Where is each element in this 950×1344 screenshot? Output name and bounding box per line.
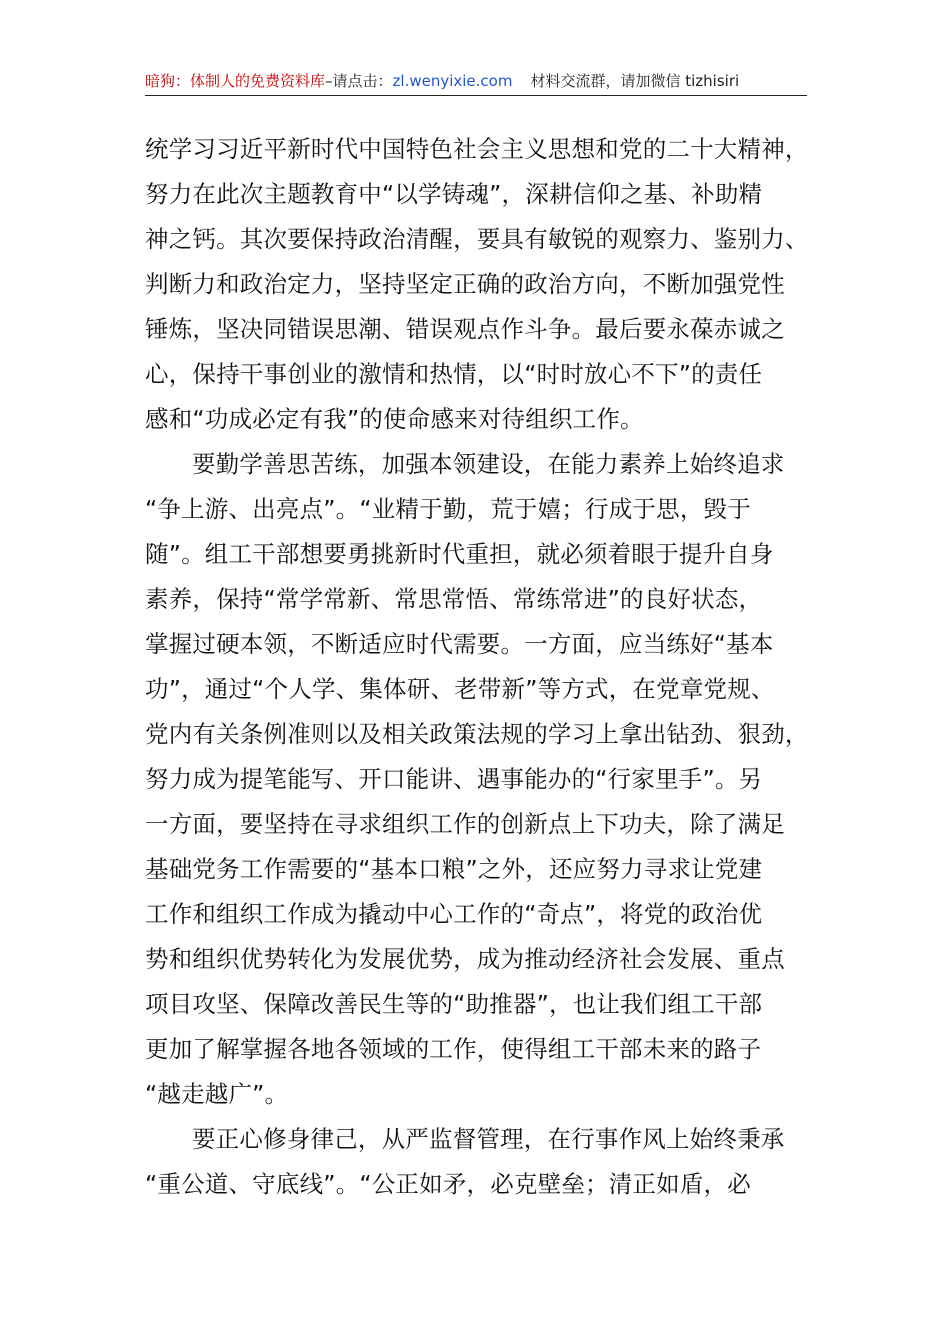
header-wechat: 材料交流群，请加微信 tizhisiri [530, 72, 740, 90]
header-brand: 暗狗：体制人的免费资料库 [145, 72, 326, 90]
text-line: 功”，通过“个人学、集体研、老带新”等方式，在党章党规、 [145, 675, 775, 703]
document-body [145, 127, 807, 1207]
text-line: “重公道、守底线”。“公正如矛，必克壁垒；清正如盾，必 [145, 1170, 751, 1198]
text-line: 感和“功成必定有我”的使命感来对待组织工作。 [145, 405, 644, 433]
text-line: 基础党务工作需要的“基本口粮”之外，还应努力寻求让党建 [145, 855, 763, 883]
text-line: “争上游、出亮点”。“业精于勤，荒于嬉；行成于思，毁于 [145, 495, 751, 523]
text-line: 一方面，要坚持在寻求组织工作的创新点上下功夫，除了满足 [145, 810, 785, 838]
text-line: 锤炼，坚决同错误思潮、错误观点作斗争。最后要永葆赤诚之 [145, 315, 785, 343]
header-prompt: –请点击： [325, 72, 393, 90]
text-line: 统学习习近平新时代中国特色社会主义思想和党的二十大精神， [145, 135, 809, 163]
text-line: 努力成为提笔能写、开口能讲、遇事能办的“行家里手”。另 [145, 765, 763, 793]
page-header [145, 70, 807, 92]
text-line: 努力在此次主题教育中“以学铸魂”，深耕信仰之基、补助精 [145, 180, 763, 208]
paragraph-start-line: 要正心修身律己，从严监督管理，在行事作风上始终秉承 [192, 1125, 785, 1153]
text-line: 素养，保持“常学常新、常思常悟、常练常进”的良好状态， [145, 585, 763, 613]
text-line: 项目攻坚、保障改善民生等的“助推器”，也让我们组工干部 [145, 990, 763, 1018]
text-line: 心，保持干事创业的激情和热情，以“时时放心不下”的责任 [145, 360, 763, 388]
header-divider [145, 95, 807, 96]
paragraph-start-line: 要勤学善思苦练，加强本领建设，在能力素养上始终追求 [192, 450, 785, 478]
text-line: 党内有关条例准则以及相关政策法规的学习上拿出钻劲、狠劲， [145, 720, 809, 748]
text-line: 势和组织优势转化为发展优势，成为推动经济社会发展、重点 [145, 945, 785, 973]
text-line: 工作和组织工作成为撬动中心工作的“奇点”，将党的政治优 [145, 900, 763, 928]
text-line: 更加了解掌握各地各领域的工作，使得组工干部未来的路子 [145, 1035, 762, 1063]
text-line: 掌握过硬本领，不断适应时代需要。一方面，应当练好“基本 [145, 630, 774, 658]
header-url-link[interactable]: zl.wenyixie.com [392, 72, 513, 90]
text-line: 随”。组工干部想要勇挑新时代重担，就必须着眼于提升自身 [145, 540, 774, 568]
text-line: 判断力和政治定力，坚持坚定正确的政治方向，不断加强党性 [145, 270, 785, 298]
text-line: 神之钙。其次要保持政治清醒，要具有敏锐的观察力、鉴别力、 [145, 225, 809, 253]
text-line: “越走越广”。 [145, 1080, 289, 1108]
